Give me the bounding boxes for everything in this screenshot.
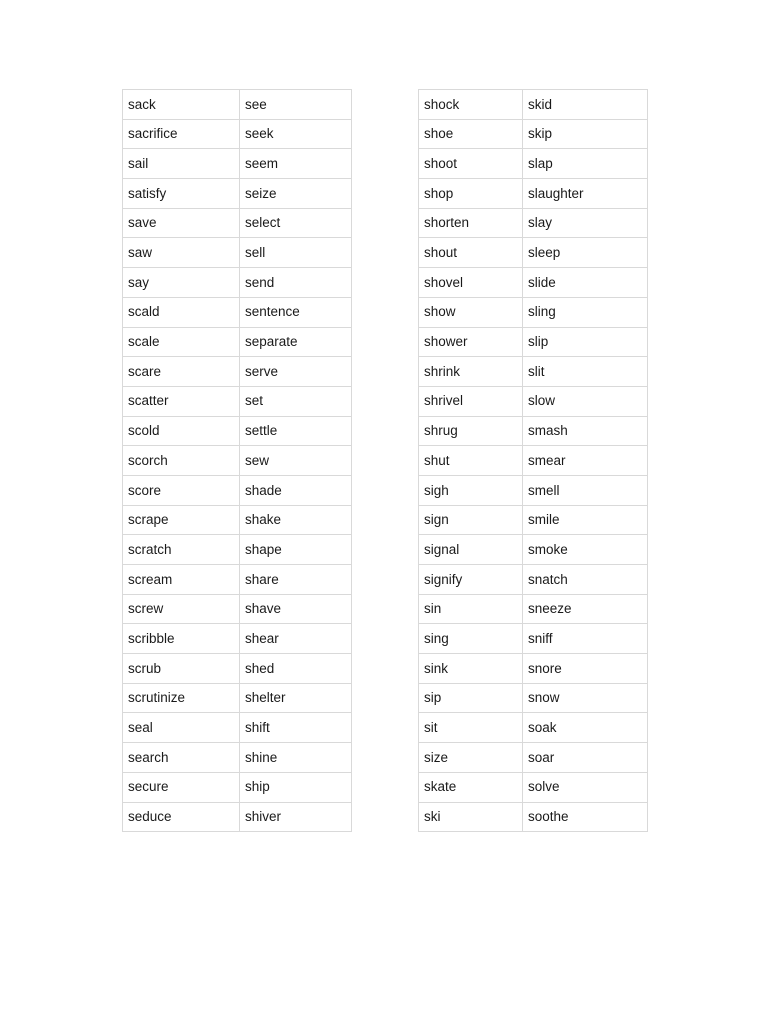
table-row <box>123 713 352 743</box>
word-cell: slay <box>523 208 648 238</box>
table-row <box>123 90 352 120</box>
word-cell: seem <box>240 149 352 179</box>
word-cell: shout <box>419 238 523 268</box>
word-cell: scale <box>123 327 240 357</box>
word-cell: shorten <box>419 208 523 238</box>
word-cell: smile <box>523 505 648 535</box>
word-cell: scald <box>123 297 240 327</box>
word-cell: sign <box>419 505 523 535</box>
table-row <box>123 624 352 654</box>
table-row <box>123 654 352 684</box>
table-row <box>123 268 352 298</box>
word-cell: share <box>240 565 352 595</box>
word-table-left <box>122 89 352 832</box>
table-row <box>123 179 352 209</box>
word-cell: ship <box>240 772 352 802</box>
table-row <box>419 535 648 565</box>
word-cell: shave <box>240 594 352 624</box>
word-cell: signal <box>419 535 523 565</box>
word-cell: search <box>123 743 240 773</box>
word-cell: smear <box>523 446 648 476</box>
word-cell: settle <box>240 416 352 446</box>
table-row <box>419 149 648 179</box>
word-cell: soothe <box>523 802 648 832</box>
word-cell: smash <box>523 416 648 446</box>
word-cell: snatch <box>523 565 648 595</box>
table-row <box>419 565 648 595</box>
table-row <box>419 772 648 802</box>
word-cell: snow <box>523 683 648 713</box>
word-cell: shut <box>419 446 523 476</box>
word-cell: sniff <box>523 624 648 654</box>
word-cell: seal <box>123 713 240 743</box>
word-cell: sling <box>523 297 648 327</box>
word-cell: send <box>240 268 352 298</box>
word-cell: satisfy <box>123 179 240 209</box>
table-row <box>123 208 352 238</box>
table-row <box>419 802 648 832</box>
word-cell: sin <box>419 594 523 624</box>
word-cell: shelter <box>240 683 352 713</box>
word-cell: sip <box>419 683 523 713</box>
word-cell: soar <box>523 743 648 773</box>
word-cell: smoke <box>523 535 648 565</box>
table-row <box>123 505 352 535</box>
word-cell: shovel <box>419 268 523 298</box>
word-cell: sigh <box>419 475 523 505</box>
word-cell: slow <box>523 386 648 416</box>
word-cell: smell <box>523 475 648 505</box>
table-row <box>123 802 352 832</box>
table-row <box>419 297 648 327</box>
word-cell: screw <box>123 594 240 624</box>
word-cell: sentence <box>240 297 352 327</box>
table-row <box>419 505 648 535</box>
table-row <box>123 683 352 713</box>
table-row <box>123 297 352 327</box>
word-cell: scorch <box>123 446 240 476</box>
word-cell: scare <box>123 357 240 387</box>
word-cell: seduce <box>123 802 240 832</box>
table-row <box>419 119 648 149</box>
word-cell: see <box>240 90 352 120</box>
table-row <box>419 594 648 624</box>
table-row <box>419 90 648 120</box>
word-cell: save <box>123 208 240 238</box>
word-cell: slip <box>523 327 648 357</box>
word-cell: shed <box>240 654 352 684</box>
word-cell: set <box>240 386 352 416</box>
table-row <box>123 594 352 624</box>
word-cell: sneeze <box>523 594 648 624</box>
word-cell: shoe <box>419 119 523 149</box>
table-row <box>123 565 352 595</box>
word-cell: say <box>123 268 240 298</box>
table-row <box>123 416 352 446</box>
word-cell: scold <box>123 416 240 446</box>
word-cell: shape <box>240 535 352 565</box>
word-cell: select <box>240 208 352 238</box>
word-cell: sell <box>240 238 352 268</box>
word-cell: shine <box>240 743 352 773</box>
table-row <box>419 208 648 238</box>
table-row <box>419 268 648 298</box>
word-cell: shop <box>419 179 523 209</box>
word-cell: sleep <box>523 238 648 268</box>
word-cell: shift <box>240 713 352 743</box>
word-cell: shiver <box>240 802 352 832</box>
word-cell: score <box>123 475 240 505</box>
table-row <box>123 149 352 179</box>
table-row <box>419 624 648 654</box>
word-cell: skate <box>419 772 523 802</box>
word-cell: sacrifice <box>123 119 240 149</box>
word-cell: slaughter <box>523 179 648 209</box>
word-cell: sink <box>419 654 523 684</box>
word-cell: shoot <box>419 149 523 179</box>
table-row <box>419 238 648 268</box>
table-row <box>419 179 648 209</box>
word-cell: shrivel <box>419 386 523 416</box>
word-table-right-body <box>419 90 648 832</box>
table-row <box>123 357 352 387</box>
table-row <box>419 683 648 713</box>
word-cell: saw <box>123 238 240 268</box>
word-cell: sew <box>240 446 352 476</box>
word-cell: shower <box>419 327 523 357</box>
table-row <box>123 535 352 565</box>
word-cell: ski <box>419 802 523 832</box>
table-row <box>419 416 648 446</box>
table-row <box>123 238 352 268</box>
table-row <box>123 475 352 505</box>
word-cell: scrutinize <box>123 683 240 713</box>
word-cell: scribble <box>123 624 240 654</box>
word-cell: shear <box>240 624 352 654</box>
word-cell: secure <box>123 772 240 802</box>
word-cell: scrape <box>123 505 240 535</box>
word-cell: shade <box>240 475 352 505</box>
word-cell: shake <box>240 505 352 535</box>
word-cell: skip <box>523 119 648 149</box>
word-cell: scrub <box>123 654 240 684</box>
word-cell: scatter <box>123 386 240 416</box>
word-cell: separate <box>240 327 352 357</box>
word-table-right <box>418 89 648 832</box>
table-row <box>419 654 648 684</box>
table-row <box>419 446 648 476</box>
word-cell: slide <box>523 268 648 298</box>
word-cell: sing <box>419 624 523 654</box>
table-row <box>419 713 648 743</box>
table-row <box>123 743 352 773</box>
word-cell: size <box>419 743 523 773</box>
word-cell: soak <box>523 713 648 743</box>
word-cell: solve <box>523 772 648 802</box>
word-cell: skid <box>523 90 648 120</box>
table-row <box>123 772 352 802</box>
word-cell: show <box>419 297 523 327</box>
word-cell: slit <box>523 357 648 387</box>
word-cell: shock <box>419 90 523 120</box>
word-cell: serve <box>240 357 352 387</box>
table-row <box>123 386 352 416</box>
word-cell: snore <box>523 654 648 684</box>
word-cell: sit <box>419 713 523 743</box>
table-row <box>419 475 648 505</box>
table-row <box>419 357 648 387</box>
word-cell: seize <box>240 179 352 209</box>
word-cell: sack <box>123 90 240 120</box>
word-cell: scream <box>123 565 240 595</box>
word-cell: seek <box>240 119 352 149</box>
table-row <box>123 119 352 149</box>
word-cell: sail <box>123 149 240 179</box>
word-cell: shrink <box>419 357 523 387</box>
table-row <box>419 743 648 773</box>
word-cell: signify <box>419 565 523 595</box>
table-row <box>419 327 648 357</box>
word-table-left-body <box>123 90 352 832</box>
table-row <box>123 327 352 357</box>
word-cell: scratch <box>123 535 240 565</box>
table-row <box>419 386 648 416</box>
table-row <box>123 446 352 476</box>
word-cell: shrug <box>419 416 523 446</box>
word-cell: slap <box>523 149 648 179</box>
